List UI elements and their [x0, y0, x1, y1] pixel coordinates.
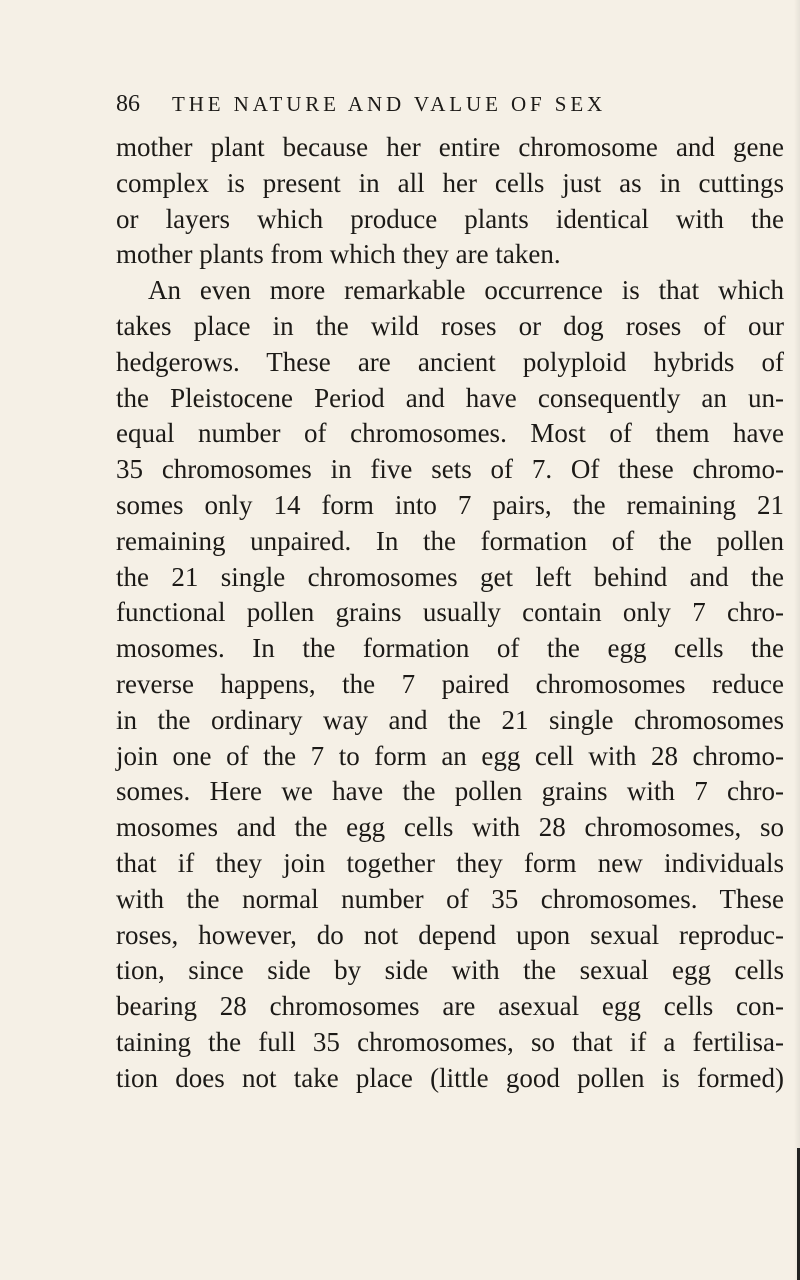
text-line: mosomes and the egg cells with 28 chromosomes, so — [116, 812, 784, 843]
text-line: somes only 14 form into 7 pairs, the remaining 21 — [116, 489, 784, 520]
running-title: THE NATURE AND VALUE OF SEX — [172, 91, 607, 116]
text-line: somes. Here we have the pollen grains with 7 chro- — [116, 776, 784, 807]
text-line: mother plant because her entire chromosome and gene — [116, 132, 784, 162]
text-line: mosomes. In the formation of the egg cells the — [116, 633, 784, 664]
text-line: or layers which produce plants identical with the — [116, 203, 784, 234]
text-line: tion does not take place (little good pollen is formed) — [116, 1062, 784, 1093]
text-line: in the ordinary way and the 21 single chromosomes — [116, 704, 784, 735]
text-line: the 21 single chromosomes get left behind and the — [116, 561, 784, 592]
text-line: An even more remarkable occurrence is that which — [148, 275, 784, 306]
text-line: equal number of chromosomes. Most of them have — [116, 418, 784, 449]
text-line: that if they join together they form new individuals — [116, 847, 784, 878]
page-number: 86 — [116, 90, 140, 117]
text-line: join one of the 7 to form an egg cell with 28 chromo- — [116, 740, 784, 771]
text-line: with the normal number of 35 chromosomes. These — [116, 883, 784, 914]
text-line: remaining unpaired. In the formation of the pollen — [116, 525, 784, 556]
text-line: mother plants from which they are taken. — [116, 239, 561, 270]
body-text — [116, 130, 784, 1097]
text-line: complex is present in all her cells just as in cuttings — [116, 167, 784, 198]
text-line: taining the full 35 chromosomes, so that if a fertilisa- — [116, 1026, 784, 1057]
page-header — [116, 84, 686, 124]
text-line: bearing 28 chromosomes are asexual egg cells con- — [116, 991, 784, 1022]
text-line: hedgerows. These are ancient polyploid hybrids of — [116, 346, 784, 377]
text-line: roses, however, do not depend upon sexual reproduc- — [116, 919, 784, 950]
page-edge-shadow — [794, 0, 800, 1280]
text-line: 35 chromosomes in five sets of 7. Of these chromo- — [116, 454, 784, 485]
text-line: reverse happens, the 7 paired chromosomes reduce — [116, 668, 784, 699]
text-line: tion, since side by side with the sexual egg cells — [116, 955, 784, 986]
text-line: functional pollen grains usually contain only 7 chro- — [116, 597, 784, 628]
text-line: takes place in the wild roses or dog roses of our — [116, 310, 784, 341]
text-line: the Pleistocene Period and have consequently an un- — [116, 382, 784, 413]
